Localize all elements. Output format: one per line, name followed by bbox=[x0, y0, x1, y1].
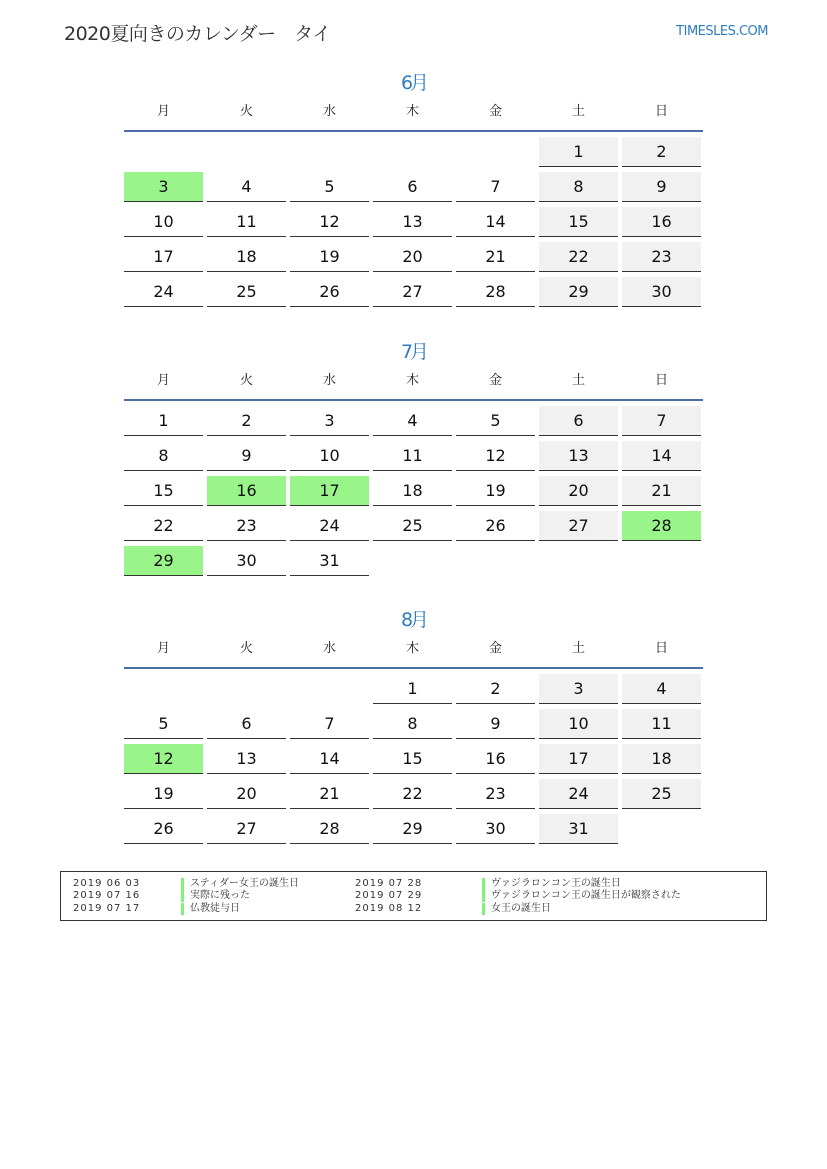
day-cell[interactable]: 7 bbox=[622, 406, 701, 436]
day-cell[interactable]: 10 bbox=[539, 709, 618, 739]
empty-cell bbox=[124, 137, 203, 167]
day-cell[interactable]: 31 bbox=[539, 814, 618, 844]
day-cell[interactable]: 22 bbox=[373, 779, 452, 809]
day-cell[interactable]: 20 bbox=[373, 242, 452, 272]
weekday-header bbox=[124, 367, 703, 395]
day-cell[interactable]: 19 bbox=[456, 476, 535, 506]
weekday-label: 火 bbox=[239, 641, 253, 656]
weekday-label: 火 bbox=[239, 104, 253, 119]
day-cell[interactable]: 2 bbox=[207, 406, 286, 436]
legend-date: 2019 07 28 bbox=[355, 878, 423, 889]
day-cell[interactable]: 10 bbox=[124, 207, 203, 237]
day-cell[interactable]: 9 bbox=[207, 441, 286, 471]
day-cell[interactable]: 7 bbox=[456, 172, 535, 202]
day-cell[interactable]: 19 bbox=[124, 779, 203, 809]
day-cell[interactable]: 16 bbox=[456, 744, 535, 774]
empty-cell bbox=[290, 674, 369, 704]
legend-date: 2019 08 12 bbox=[355, 903, 423, 914]
day-grid bbox=[124, 406, 703, 576]
day-cell[interactable]: 6 bbox=[373, 172, 452, 202]
day-cell[interactable]: 21 bbox=[290, 779, 369, 809]
day-cell[interactable]: 30 bbox=[622, 277, 701, 307]
day-cell[interactable]: 26 bbox=[124, 814, 203, 844]
day-cell[interactable]: 25 bbox=[207, 277, 286, 307]
day-cell[interactable]: 21 bbox=[456, 242, 535, 272]
empty-cell bbox=[207, 137, 286, 167]
day-cell[interactable]: 4 bbox=[622, 674, 701, 704]
weekday-header bbox=[124, 635, 703, 663]
day-cell[interactable]: 23 bbox=[622, 242, 701, 272]
day-cell[interactable]: 31 bbox=[290, 546, 369, 576]
day-cell[interactable]: 18 bbox=[207, 242, 286, 272]
legend-holiday-name: 実際に残った bbox=[181, 890, 250, 902]
holiday-day-cell[interactable]: 16 bbox=[207, 476, 286, 506]
weekday-label: 月 bbox=[156, 373, 170, 388]
day-cell[interactable]: 17 bbox=[124, 242, 203, 272]
day-cell[interactable]: 18 bbox=[622, 744, 701, 774]
day-cell[interactable]: 27 bbox=[207, 814, 286, 844]
legend-date: 2019 07 16 bbox=[73, 890, 141, 901]
weekday-label: 金 bbox=[488, 373, 502, 388]
day-cell[interactable]: 19 bbox=[290, 242, 369, 272]
holiday-day-cell[interactable]: 12 bbox=[124, 744, 203, 774]
day-grid bbox=[124, 674, 703, 844]
weekday-label: 日 bbox=[654, 641, 668, 656]
day-cell[interactable]: 12 bbox=[456, 441, 535, 471]
holiday-day-cell[interactable]: 17 bbox=[290, 476, 369, 506]
day-cell[interactable]: 8 bbox=[539, 172, 618, 202]
weekday-label: 水 bbox=[322, 641, 336, 656]
day-cell[interactable]: 30 bbox=[456, 814, 535, 844]
day-cell[interactable]: 20 bbox=[207, 779, 286, 809]
empty-cell bbox=[290, 137, 369, 167]
page-title: 2020夏向きのカレンダー タイ bbox=[64, 23, 331, 45]
day-cell[interactable]: 11 bbox=[207, 207, 286, 237]
weekday-label: 木 bbox=[405, 641, 419, 656]
day-cell[interactable]: 27 bbox=[373, 277, 452, 307]
holiday-day-cell[interactable]: 3 bbox=[124, 172, 203, 202]
month-july bbox=[124, 337, 703, 576]
day-cell[interactable]: 28 bbox=[456, 277, 535, 307]
day-cell[interactable]: 8 bbox=[124, 441, 203, 471]
day-cell[interactable]: 23 bbox=[207, 511, 286, 541]
day-cell[interactable]: 13 bbox=[373, 207, 452, 237]
weekday-label: 日 bbox=[654, 373, 668, 388]
brand-logo[interactable]: TIMESLES.COM bbox=[676, 24, 768, 39]
day-cell[interactable]: 29 bbox=[539, 277, 618, 307]
day-cell[interactable]: 4 bbox=[373, 406, 452, 436]
day-cell[interactable]: 15 bbox=[373, 744, 452, 774]
day-cell[interactable]: 26 bbox=[456, 511, 535, 541]
weekday-label: 金 bbox=[488, 104, 502, 119]
day-cell[interactable]: 29 bbox=[373, 814, 452, 844]
empty-cell bbox=[124, 674, 203, 704]
day-cell[interactable]: 11 bbox=[622, 709, 701, 739]
day-cell[interactable]: 9 bbox=[622, 172, 701, 202]
day-cell[interactable]: 7 bbox=[290, 709, 369, 739]
day-cell[interactable]: 4 bbox=[207, 172, 286, 202]
legend-holiday-name: 仏教徒与日 bbox=[181, 903, 240, 915]
day-cell[interactable]: 2 bbox=[622, 137, 701, 167]
day-cell[interactable]: 27 bbox=[539, 511, 618, 541]
weekday-label: 日 bbox=[654, 104, 668, 119]
weekday-label: 水 bbox=[322, 373, 336, 388]
legend-date: 2019 07 29 bbox=[355, 890, 423, 901]
weekday-label: 水 bbox=[322, 104, 336, 119]
holiday-day-cell[interactable]: 29 bbox=[124, 546, 203, 576]
holiday-day-cell[interactable]: 28 bbox=[622, 511, 701, 541]
day-grid bbox=[124, 137, 703, 307]
legend-holiday-name: 女王の誕生日 bbox=[482, 903, 551, 915]
empty-cell bbox=[456, 137, 535, 167]
day-cell[interactable]: 8 bbox=[373, 709, 452, 739]
month-june bbox=[124, 68, 703, 307]
day-cell[interactable]: 1 bbox=[124, 406, 203, 436]
day-cell[interactable]: 3 bbox=[290, 406, 369, 436]
day-cell[interactable]: 25 bbox=[373, 511, 452, 541]
day-cell[interactable]: 13 bbox=[207, 744, 286, 774]
month-title: 7月 bbox=[400, 341, 427, 363]
weekday-label: 木 bbox=[405, 104, 419, 119]
day-cell[interactable]: 26 bbox=[290, 277, 369, 307]
divider bbox=[124, 399, 703, 401]
day-cell[interactable]: 24 bbox=[539, 779, 618, 809]
day-cell[interactable]: 1 bbox=[373, 674, 452, 704]
day-cell[interactable]: 22 bbox=[124, 511, 203, 541]
day-cell[interactable]: 5 bbox=[124, 709, 203, 739]
day-cell[interactable]: 12 bbox=[290, 207, 369, 237]
day-cell[interactable]: 6 bbox=[539, 406, 618, 436]
weekday-label: 土 bbox=[571, 641, 585, 656]
weekday-label: 土 bbox=[571, 104, 585, 119]
divider bbox=[124, 667, 703, 669]
day-cell[interactable]: 5 bbox=[456, 406, 535, 436]
day-cell[interactable]: 14 bbox=[622, 441, 701, 471]
day-cell[interactable]: 14 bbox=[290, 744, 369, 774]
day-cell[interactable]: 18 bbox=[373, 476, 452, 506]
day-cell[interactable]: 13 bbox=[539, 441, 618, 471]
day-cell[interactable]: 11 bbox=[373, 441, 452, 471]
day-cell[interactable]: 24 bbox=[290, 511, 369, 541]
day-cell[interactable]: 15 bbox=[124, 476, 203, 506]
holiday-legend bbox=[60, 871, 767, 921]
empty-cell bbox=[207, 674, 286, 704]
day-cell[interactable]: 25 bbox=[622, 779, 701, 809]
weekday-header bbox=[124, 98, 703, 126]
weekday-label: 火 bbox=[239, 373, 253, 388]
day-cell[interactable]: 22 bbox=[539, 242, 618, 272]
legend-holiday-name: ヴァジラロンコン王の誕生日 bbox=[482, 878, 621, 890]
day-cell[interactable]: 23 bbox=[456, 779, 535, 809]
day-cell[interactable]: 1 bbox=[539, 137, 618, 167]
day-cell[interactable]: 24 bbox=[124, 277, 203, 307]
day-cell[interactable]: 17 bbox=[539, 744, 618, 774]
day-cell[interactable]: 16 bbox=[622, 207, 701, 237]
legend-holiday-name: ヴァジラロンコン王の誕生日が観察された bbox=[482, 890, 681, 902]
day-cell[interactable]: 30 bbox=[207, 546, 286, 576]
day-cell[interactable]: 6 bbox=[207, 709, 286, 739]
weekday-label: 金 bbox=[488, 641, 502, 656]
day-cell[interactable]: 28 bbox=[290, 814, 369, 844]
month-title: 6月 bbox=[400, 72, 427, 94]
day-cell[interactable]: 10 bbox=[290, 441, 369, 471]
month-title: 8月 bbox=[400, 609, 427, 631]
weekday-label: 木 bbox=[405, 373, 419, 388]
day-cell[interactable]: 3 bbox=[539, 674, 618, 704]
legend-holiday-name: スティダー女王の誕生日 bbox=[181, 878, 299, 890]
day-cell[interactable]: 21 bbox=[622, 476, 701, 506]
day-cell[interactable]: 15 bbox=[539, 207, 618, 237]
weekday-label: 土 bbox=[571, 373, 585, 388]
empty-cell bbox=[373, 137, 452, 167]
divider bbox=[124, 130, 703, 132]
day-cell[interactable]: 5 bbox=[290, 172, 369, 202]
legend-date: 2019 07 17 bbox=[73, 903, 141, 914]
day-cell[interactable]: 9 bbox=[456, 709, 535, 739]
day-cell[interactable]: 2 bbox=[456, 674, 535, 704]
weekday-label: 月 bbox=[156, 104, 170, 119]
weekday-label: 月 bbox=[156, 641, 170, 656]
legend-date: 2019 06 03 bbox=[73, 878, 141, 889]
day-cell[interactable]: 14 bbox=[456, 207, 535, 237]
month-august bbox=[124, 605, 703, 844]
day-cell[interactable]: 20 bbox=[539, 476, 618, 506]
